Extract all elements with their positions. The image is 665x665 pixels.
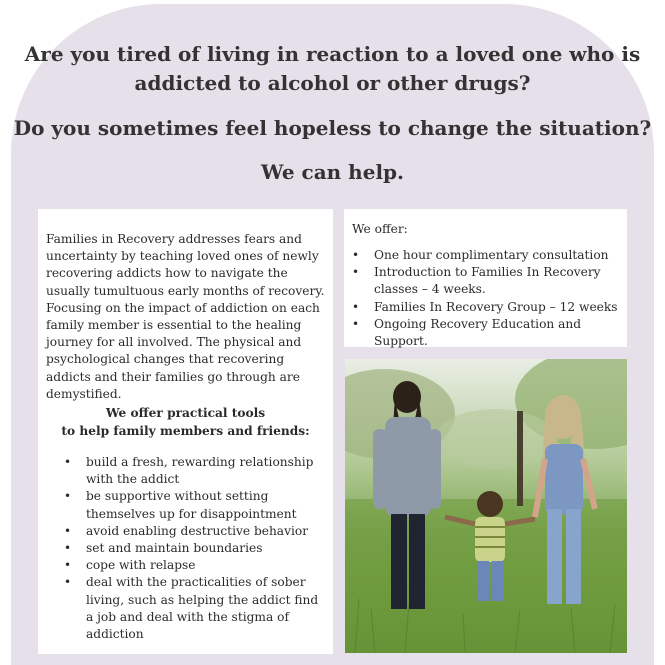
tools-heading: [38, 404, 333, 440]
tools-list-item: • cope with relapse: [86, 557, 329, 574]
headline-question: Do you sometimes feel hopeless to change the situation?: [13, 116, 652, 140]
headline-line-2: addicted to alcohol or other drugs?: [134, 71, 531, 95]
offer-label: We offer:: [352, 222, 408, 236]
tools-list-item: • set and maintain boundaries: [86, 540, 329, 557]
tools-list: [86, 454, 329, 643]
family-walking-photo: [345, 359, 627, 653]
offer-list-item: • One hour complimentary consultation: [374, 247, 624, 264]
offer-list-item: • Introduction to Families In Recovery classes – 4 weeks.: [374, 264, 624, 298]
offer-list-item: • Ongoing Recovery Education and Support.: [374, 316, 624, 350]
intro-box: [38, 209, 333, 654]
headline-tagline: We can help.: [261, 160, 404, 184]
tools-list-item: • deal with the practicalities of sober living, such as helping the addict find a job and deal with the stigma of addiction: [86, 574, 329, 643]
tools-heading-line-2: to help family members and friends:: [61, 424, 310, 438]
offer-box: [344, 209, 627, 347]
tools-list-item: • be supportive without setting themselves up for disappointment: [86, 488, 329, 522]
headline-intro: [0, 40, 665, 98]
tools-list-item: • build a fresh, rewarding relationship with the addict: [86, 454, 329, 488]
intro-paragraph: Families in Recovery addresses fears and uncertainty by teaching loved ones of newly recovering addicts how to navigate the usually tumultuous early months of recovery. Focusing on the impact of addiction on each family member is essential to the healing journey for all involved. The physical and psychological changes that recovering addicts and their families go through are demystified.: [46, 232, 325, 401]
offer-list: [374, 247, 624, 350]
headline-line-1: Are you tired of living in reaction to a loved one who is: [24, 42, 641, 66]
tools-list-item: • avoid enabling destructive behavior: [86, 523, 329, 540]
offer-list-item: • Families In Recovery Group – 12 weeks: [374, 299, 624, 316]
tools-heading-line-1: We offer practical tools: [105, 406, 266, 420]
family-photo-illustration: [345, 359, 627, 653]
